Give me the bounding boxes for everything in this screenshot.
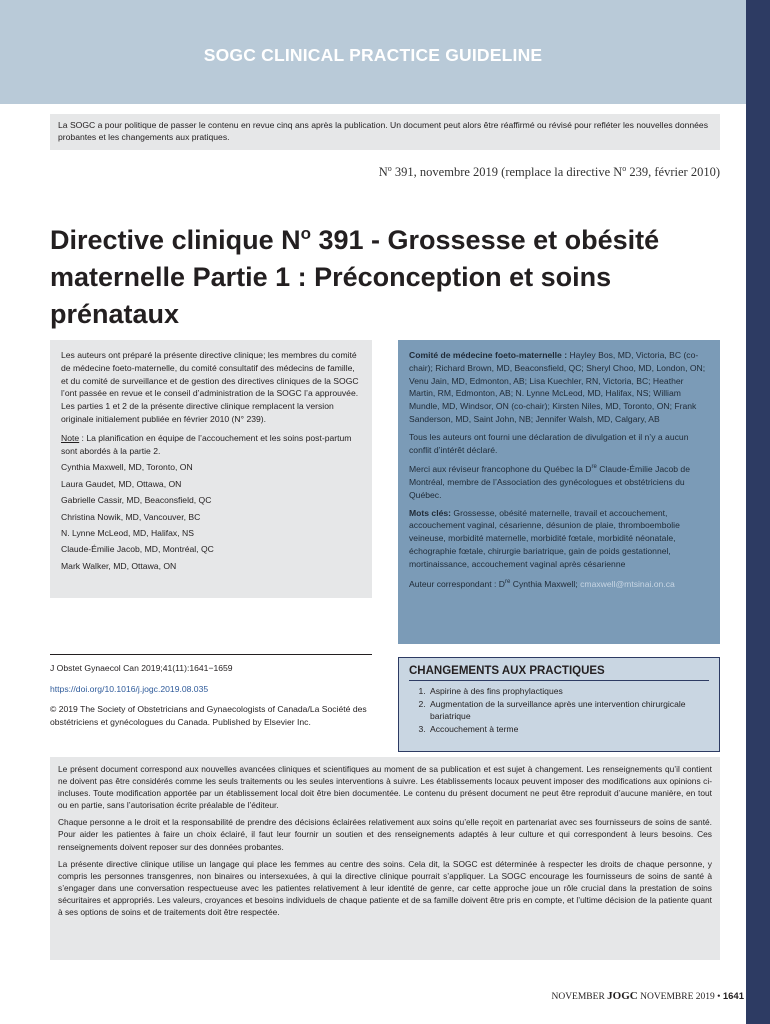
footer-month-2: NOVEMBRE 2019	[637, 992, 715, 1002]
authors-intro: Les auteurs ont préparé la présente directive clinique; les membres du comité de médecine foeto-maternelle, du comité consultatif des médecins de famille, et du comité de surveillance et de gestion des directives cliniques de la SOGC l’ont passée en revue et le conseil d’administration de la SOGC l’a approuvée. Les parties 1 et 2 de la présente directive clinique remplacent la version originale initialement publiée en février 2010 (N° 239).	[61, 350, 359, 424]
committee-text: Hayley Bos, MD, Victoria, BC (co-chair); Richard Brown, MD, Beaconsfield, QC; Sheryl Choo, MD, London, ON; Venu Jain, MD, Edmonton, AB; Lisa Kuechler, RN, Victoria, BC; Heather Martin, RM, Edmonton, AB; N. Lynne McLeod, MD, Halifax, NS; William Mundle, MD, Windsor, ON (co-chair); Kirsten Niles, MD, Toronto, ON; Frank Sanderson, MD, Saint John, NB; Jennifer Walsh, MD, Calgary, AB	[409, 350, 706, 424]
disclaimer-paragraph-3: La présente directive clinique utilise un langage qui place les femmes au centre des soins. Cela dit, la SOGC est déterminée à respecter les droits de chaque personne, y compris les personnes transgenres, non binaires ou intersexuées, à qui la directive clinique pourrait s’appliquer. La SOGC encourage les fournisseurs de soins de santé à s’engager dans une conversation respectueuse avec les patientes relativement à leur identité de genre, car cette approche joue un rôle crucial dans la prestation de soins sécuritaires et appropriés. Les valeurs, croyances et besoins individuels de chaque patiente et de sa famille doivent être pris en compte, et l’ultime décision de la patiente quant à ses options de soins et de traitements doit être respectée.	[58, 858, 712, 918]
practice-changes-list	[409, 685, 709, 735]
keywords-text: Grossesse, obésité maternelle, travail et accouchement, accouchement vaginal, césarienne, désunion de plaie, thromboembolie veineuse, morbidité maternelle, morbidité fœtale, morbidité néonatale, échographie fœtale, chirurgie bariatrique, gain de poids gestationnel, mortinaissance, accouchement vaginal après césarienne	[409, 507, 680, 569]
issue-sup-2: o	[622, 164, 627, 173]
authors-box	[50, 340, 372, 598]
committee-label: Comité de médecine foeto-maternelle :	[409, 350, 568, 360]
keywords	[409, 507, 709, 571]
footer-journal: JOGC	[607, 990, 638, 1002]
author-item: Christina Nowik, MD, Vancouver, BC	[61, 511, 201, 522]
doi-link[interactable]: https://doi.org/10.1016/j.jogc.2019.08.035	[50, 683, 209, 694]
note-label: Note	[61, 432, 80, 443]
header-banner	[0, 0, 746, 104]
note-text: : La planification en équipe de l’accouchement et les soins post-partum sont abordés à la partie 2.	[61, 432, 352, 456]
issue-text-2: 239, février 2010)	[626, 165, 720, 180]
title-part-1: Directive clinique N	[50, 225, 301, 255]
page-title	[50, 215, 740, 333]
author-item: Laura Gaudet, MD, Ottawa, ON	[61, 478, 182, 489]
corresponding-part-1: Auteur correspondant : D	[409, 578, 506, 589]
title-sup: o	[300, 224, 311, 243]
divider	[50, 654, 372, 655]
author-item: Gabrielle Cassir, MD, Beaconsfield, QC	[61, 495, 212, 506]
side-color-bar	[746, 0, 770, 1024]
author-item: Mark Walker, MD, Ottawa, ON	[61, 560, 177, 571]
authors-note	[61, 432, 361, 458]
author-item: Cynthia Maxwell, MD, Toronto, ON	[61, 462, 193, 473]
corresponding-author	[409, 576, 709, 591]
citation-block	[50, 662, 372, 736]
issue-sup-1: o	[387, 164, 392, 173]
page-footer	[551, 990, 744, 1002]
disclosure-text: Tous les auteurs ont fourni une déclaration de divulgation et il n’y a aucun conflit d’intérêt déclaré.	[409, 431, 689, 455]
disclaimer-paragraph-2: Chaque personne a le droit et la responsabilité de prendre des décisions éclairées relativement aux soins qu’elle reçoit en partenariat avec ses fournisseurs de soins de santé. Pour aider les patientes à faire un choix éclairé, il faut leur fournir un soutien et des renseignements adaptés à leur culture et qui correspondent à leurs besoins. Ces renseignements doivent reposer sur des données probantes.	[58, 817, 712, 852]
list-item: 2. Augmentation de la surveillance après une intervention chirurgicale bariatrique	[428, 698, 709, 723]
footer-month-1: NOVEMBER	[551, 992, 608, 1002]
author-item: Claude-Émilie Jacob, MD, Montréal, QC	[61, 544, 214, 555]
thanks-sup: re	[591, 464, 597, 471]
committee-members	[409, 349, 709, 426]
corresponding-part-2: Cynthia Maxwell;	[510, 578, 581, 589]
issue-line	[379, 164, 720, 180]
list-item: 1. Aspirine à des fins prophylactiques	[428, 685, 709, 698]
banner-title: SOGC CLINICAL PRACTICE GUIDELINE	[203, 45, 543, 65]
issue-n-label: N	[378, 165, 388, 180]
practice-changes-box	[398, 657, 720, 752]
journal-citation: J Obstet Gynaecol Can 2019;41(11):1641−1659	[50, 663, 233, 673]
issue-text-1: 391, novembre 2019 (remplace la directive N	[391, 165, 623, 180]
footer-separator: •	[714, 992, 723, 1002]
policy-notice: La SOGC a pour politique de passer le contenu en revue cinq ans après la publication. Un document peut alors être réaffirmé ou révisé pour refléter les nouvelles données probantes et les changements aux pratiques.	[50, 114, 720, 150]
copyright-text: © 2019 The Society of Obstetricians and Gynaecologists of Canada/La Société des obstétriciens et gynécologues du Canada. Published by Elsevier Inc.	[50, 704, 367, 727]
title-part-2: 391 - Grossesse et obésité maternelle Partie 1 : Préconception et soins prénataux	[50, 225, 660, 329]
disclaimer-paragraph-1: Le présent document correspond aux nouvelles avancées cliniques et scientifiques au moment de sa publication et est sujet à changement. Les renseignements qu’il contient ne doivent pas être considérés comme les seuls traitements ou les seules interventions à suivre. Les établissements locaux peuvent imposer des modifications aux opinions ci-incluses. Toute modification apportée par un établissement local doit être bien documentée. Le contenu du présent document ne peut être reproduit d’aucune manière, en tout ou en partie, sans l’autorisation écrite préalable de l’éditeur.	[58, 764, 712, 811]
corresponding-sup: re	[505, 578, 511, 585]
list-item: 3. Accouchement à terme	[428, 723, 709, 736]
thanks-text	[409, 461, 709, 501]
thanks-part-2: Claude-Émilie Jacob de Montréal, membre de l’Association des gynécologues et obstétriciens du Québec.	[409, 464, 690, 500]
email-link[interactable]: cmaxwell@mtsinai.on.ca	[580, 578, 675, 589]
committee-box	[398, 340, 720, 644]
thanks-part-1: Merci aux réviseur francophone du Québec la D	[409, 464, 592, 475]
keywords-label: Mots clés:	[409, 507, 452, 518]
disclaimer-box	[50, 757, 720, 960]
practice-changes-title: CHANGEMENTS AUX PRACTIQUES	[409, 665, 709, 681]
page-number: 1641	[722, 991, 744, 1002]
author-item: N. Lynne McLeod, MD, Halifax, NS	[61, 527, 194, 538]
